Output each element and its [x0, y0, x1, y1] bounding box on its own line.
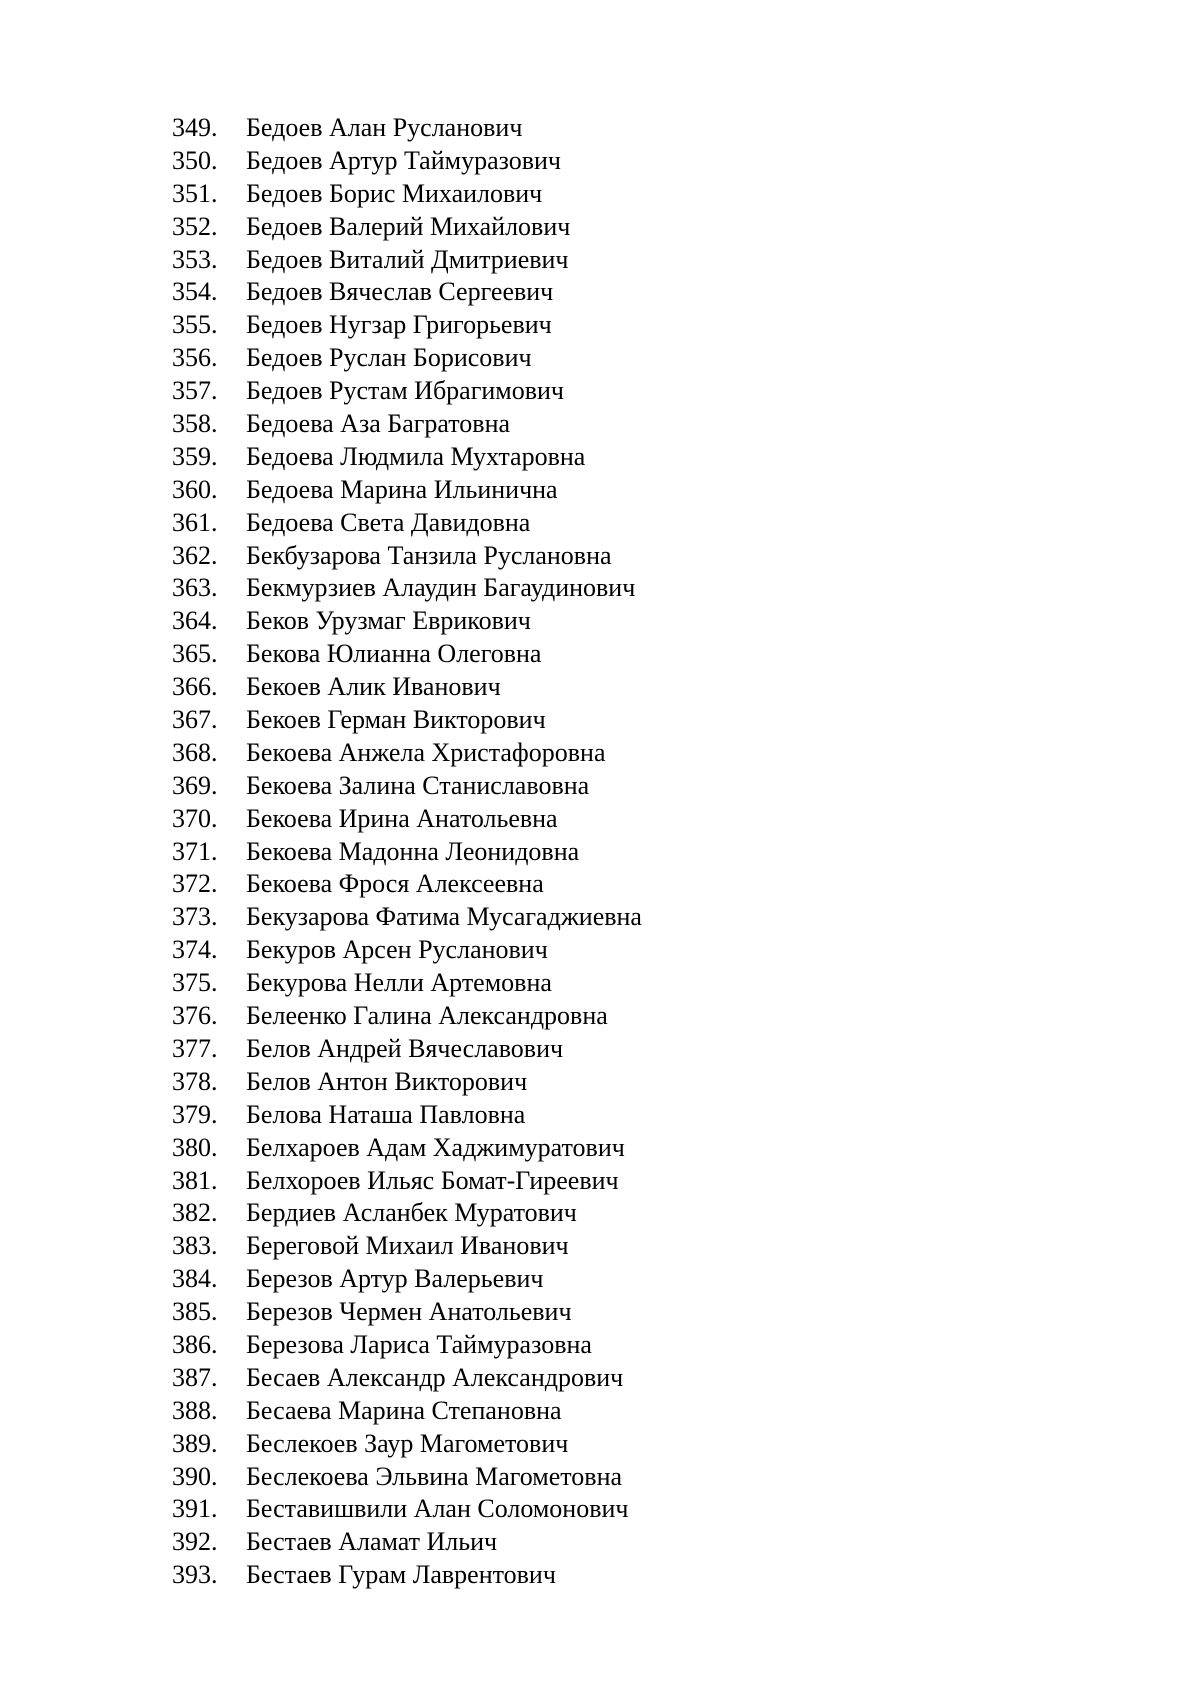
entry-name: Беков Урузмаг Еврикович	[246, 606, 531, 636]
entry-number: 370.	[172, 803, 218, 833]
entry-number: 381.	[172, 1165, 218, 1195]
entry-name: Бедоев Алан Русланович	[246, 113, 523, 142]
list-item	[172, 1166, 642, 1199]
list-item	[172, 639, 642, 672]
list-item	[172, 1527, 642, 1560]
entry-name: Бекоев Герман Викторович	[246, 705, 546, 735]
list-item	[172, 212, 642, 245]
entry-number: 364.	[172, 606, 218, 636]
entry-name: Бердиев Асланбек Муратович	[246, 1198, 577, 1228]
list-item	[172, 541, 642, 574]
entry-name: Бекоева Анжела Христафоровна	[246, 737, 606, 767]
entry-name: Бедоев Вячеслав Сергеевич	[246, 277, 554, 307]
list-item	[172, 1264, 642, 1297]
entry-name: Бедоев Артур Таймуразович	[246, 145, 562, 175]
entry-name: Бекова Юлианна Олеговна	[246, 639, 542, 669]
entry-name: Бедоев Руслан Борисович	[246, 343, 532, 373]
list-item	[172, 475, 642, 508]
entry-name: Бедоева Аза Багратовна	[246, 409, 511, 439]
entry-number: 372.	[172, 869, 218, 899]
list-item	[172, 1100, 642, 1133]
list-item	[172, 738, 642, 771]
entry-name: Белеенко Галина Александровна	[246, 1001, 608, 1031]
entry-number: 353.	[172, 244, 218, 274]
entry-name: Бекуров Арсен Русланович	[246, 935, 548, 965]
entry-number: 386.	[172, 1329, 218, 1359]
entry-number: 393.	[172, 1560, 218, 1590]
list-item	[172, 902, 642, 935]
entry-name: Бекоева Залина Станиславовна	[246, 770, 590, 800]
entry-name: Березова Лариса Таймуразовна	[246, 1329, 592, 1359]
entry-name: Бедоев Виталий Дмитриевич	[246, 244, 569, 274]
list-item	[172, 606, 642, 639]
entry-number: 392.	[172, 1527, 218, 1557]
name-list	[172, 113, 642, 1593]
entry-name: Белхороев Ильяс Бомат-Гиреевич	[246, 1165, 619, 1195]
list-item	[172, 508, 642, 541]
list-item	[172, 1330, 642, 1363]
list-item	[172, 1560, 642, 1593]
entry-number: 350.	[172, 145, 218, 175]
entry-name: Беслекоева Эльвина Магометовна	[246, 1461, 623, 1491]
list-item	[172, 146, 642, 179]
entry-number: 389.	[172, 1428, 218, 1458]
entry-name: Березов Артур Валерьевич	[246, 1264, 544, 1294]
entry-name: Бекоева Мадонна Леонидовна	[246, 836, 580, 866]
list-item	[172, 837, 642, 870]
entry-name: Бекоев Алик Иванович	[246, 672, 501, 702]
entry-name: Березов Чермен Анатольевич	[246, 1297, 572, 1327]
entry-number: 391.	[172, 1494, 218, 1524]
entry-number: 376.	[172, 1001, 218, 1031]
entry-name: Белхароев Адам Хаджимуратович	[246, 1132, 625, 1162]
entry-name: Бесаева Марина Степановна	[246, 1395, 562, 1425]
entry-number: 367.	[172, 705, 218, 735]
list-item	[172, 1297, 642, 1330]
list-item	[172, 1034, 642, 1067]
entry-name: Береговой Михаил Иванович	[246, 1231, 569, 1261]
list-item	[172, 376, 642, 409]
entry-number: 358.	[172, 409, 218, 439]
entry-number: 387.	[172, 1362, 218, 1392]
entry-number: 374.	[172, 935, 218, 965]
entry-number: 368.	[172, 737, 218, 767]
list-item	[172, 1001, 642, 1034]
entry-name: Белов Антон Викторович	[246, 1066, 528, 1096]
list-item	[172, 672, 642, 705]
entry-number: 375.	[172, 968, 218, 998]
list-item	[172, 1133, 642, 1166]
list-item	[172, 1363, 642, 1396]
entry-number: 352.	[172, 211, 218, 241]
entry-number: 363.	[172, 573, 218, 603]
entry-number: 366.	[172, 672, 218, 702]
entry-number: 359.	[172, 441, 218, 471]
list-item	[172, 771, 642, 804]
entry-name: Бекбузарова Танзила Руслановна	[246, 540, 612, 570]
entry-name: Бедоев Нугзар Григорьевич	[246, 310, 552, 340]
list-item	[172, 1462, 642, 1495]
entry-number: 385.	[172, 1297, 218, 1327]
entry-name: Бедоева Людмила Мухтаровна	[246, 441, 586, 471]
entry-number: 373.	[172, 902, 218, 932]
list-item	[172, 310, 642, 343]
entry-number: 383.	[172, 1231, 218, 1261]
entry-name: Бестаев Аламат Ильич	[246, 1527, 498, 1557]
entry-name: Бекоева Ирина Анатольевна	[246, 803, 558, 833]
entry-number: 356.	[172, 343, 218, 373]
entry-name: Бедоев Рустам Ибрагимович	[246, 376, 565, 406]
entry-number: 379.	[172, 1099, 218, 1129]
list-item	[172, 1067, 642, 1100]
entry-number: 369.	[172, 770, 218, 800]
list-item	[172, 245, 642, 278]
entry-name: Бесаев Александр Александрович	[246, 1362, 624, 1392]
entry-number: 371.	[172, 836, 218, 866]
list-item	[172, 968, 642, 1001]
entry-name: Беставишвили Алан Соломонович	[246, 1494, 629, 1524]
entry-name: Бедоев Валерий Михайлович	[246, 211, 571, 241]
entry-number: 355.	[172, 310, 218, 340]
entry-name: Белова Наташа Павловна	[246, 1099, 526, 1129]
entry-number: 380.	[172, 1132, 218, 1162]
list-item	[172, 1231, 642, 1264]
list-item	[172, 1494, 642, 1527]
entry-name: Белов Андрей Вячеславович	[246, 1033, 564, 1063]
entry-number: 362.	[172, 540, 218, 570]
entry-number: 378.	[172, 1066, 218, 1096]
list-item	[172, 1396, 642, 1429]
list-item	[172, 442, 642, 475]
list-item	[172, 1198, 642, 1231]
list-item	[172, 804, 642, 837]
entry-name: Бекмурзиев Алаудин Багаудинович	[246, 573, 636, 603]
list-item	[172, 1429, 642, 1462]
list-item	[172, 277, 642, 310]
list-item	[172, 343, 642, 376]
entry-number: 360.	[172, 474, 218, 504]
entry-number: 390.	[172, 1461, 218, 1491]
entry-number: 388.	[172, 1395, 218, 1425]
entry-number: 349.	[172, 113, 218, 142]
entry-number: 365.	[172, 639, 218, 669]
entry-name: Бедоева Марина Ильинична	[246, 474, 558, 504]
list-item	[172, 573, 642, 606]
entry-number: 382.	[172, 1198, 218, 1228]
entry-number: 354.	[172, 277, 218, 307]
entry-name: Беслекоев Заур Магометович	[246, 1428, 569, 1458]
list-item	[172, 935, 642, 968]
entry-number: 377.	[172, 1033, 218, 1063]
list-item	[172, 179, 642, 212]
entry-name: Бедоев Борис Михаилович	[246, 178, 543, 208]
entry-number: 361.	[172, 507, 218, 537]
entry-name: Бекузарова Фатима Мусагаджиевна	[246, 902, 642, 932]
entry-name: Бекоева Фрося Алексеевна	[246, 869, 544, 899]
entry-number: 384.	[172, 1264, 218, 1294]
list-item	[172, 113, 642, 146]
list-item	[172, 409, 642, 442]
entry-number: 351.	[172, 178, 218, 208]
entry-number: 357.	[172, 376, 218, 406]
list-item	[172, 705, 642, 738]
list-item	[172, 869, 642, 902]
entry-name: Бедоева Света Давидовна	[246, 507, 531, 537]
entry-name: Бестаев Гурам Лаврентович	[246, 1560, 556, 1590]
entry-name: Бекурова Нелли Артемовна	[246, 968, 552, 998]
